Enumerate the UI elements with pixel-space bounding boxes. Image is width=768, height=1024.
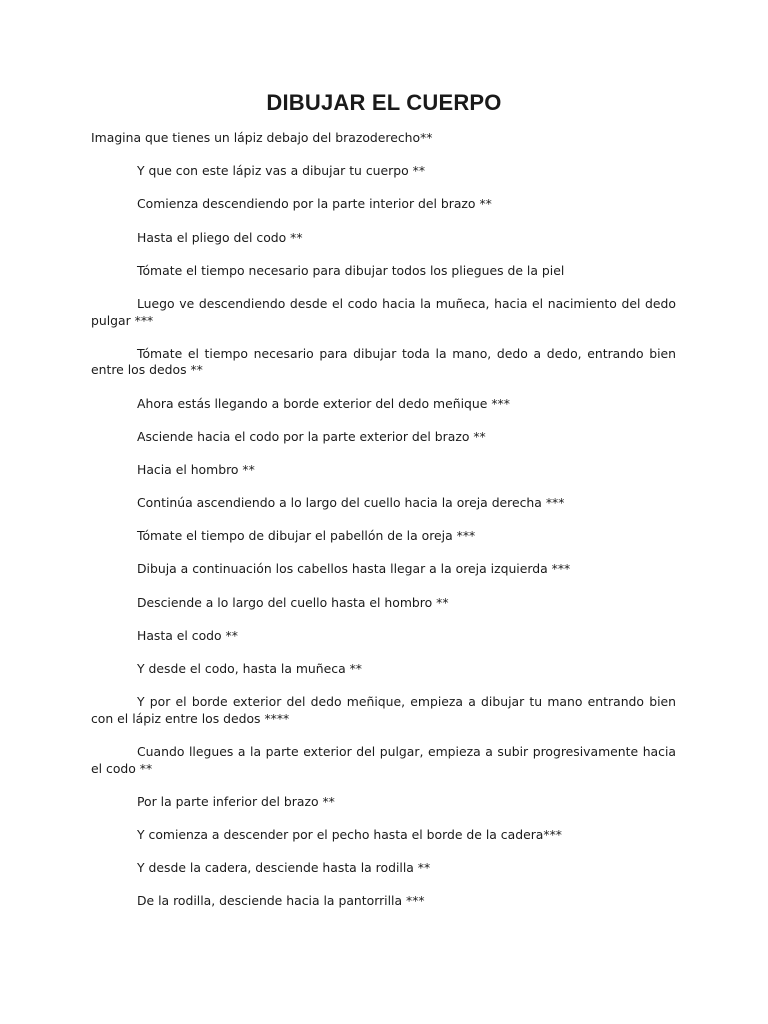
paragraph: Tómate el tiempo necesario para dibujar toda la mano, dedo a dedo, entrando bien entre los dedos ** bbox=[91, 345, 676, 378]
paragraph: Tómate el tiempo necesario para dibujar todos los pliegues de la piel bbox=[137, 262, 565, 278]
paragraph: Dibuja a continuación los cabellos hasta llegar a la oreja izquierda *** bbox=[137, 561, 571, 577]
paragraph: Ahora estás llegando a borde exterior del dedo meñique *** bbox=[137, 395, 510, 411]
paragraph: Y que con este lápiz vas a dibujar tu cuerpo ** bbox=[137, 163, 426, 179]
paragraph: Cuando llegues a la parte exterior del pulgar, empieza a subir progresivamente hacia el codo ** bbox=[91, 743, 676, 776]
paragraph: Asciende hacia el codo por la parte exterior del brazo ** bbox=[137, 428, 486, 444]
paragraph: De la rodilla, desciende hacia la pantorrilla *** bbox=[137, 893, 425, 909]
paragraph: Y desde el codo, hasta la muñeca ** bbox=[137, 661, 362, 676]
paragraph: Continúa ascendiendo a lo largo del cuello hacia la oreja derecha *** bbox=[137, 495, 565, 511]
paragraph: Hasta el codo ** bbox=[137, 627, 238, 643]
paragraph: Hasta el pliego del codo ** bbox=[137, 229, 303, 245]
paragraph: Imagina que tienes un lápiz debajo del brazoderecho** bbox=[91, 130, 433, 145]
paragraph: Desciende a lo largo del cuello hasta el hombro ** bbox=[137, 594, 449, 610]
document-body bbox=[91, 130, 676, 927]
paragraph: Por la parte inferior del brazo ** bbox=[137, 793, 335, 809]
paragraph: Luego ve descendiendo desde el codo hacia la muñeca, hacia el nacimiento del dedo pulgar *** bbox=[91, 295, 676, 328]
paragraph: Y comienza a descender por el pecho hasta el borde de la cadera*** bbox=[137, 826, 562, 842]
paragraph: Y desde la cadera, desciende hasta la rodilla ** bbox=[137, 860, 431, 876]
paragraph: Hacia el hombro ** bbox=[137, 461, 255, 477]
paragraph: Comienza descendiendo por la parte interior del brazo ** bbox=[137, 196, 492, 212]
paragraph: Tómate el tiempo de dibujar el pabellón de la oreja *** bbox=[137, 528, 476, 544]
document-title: DIBUJAR EL CUERPO bbox=[266, 90, 502, 115]
paragraph: Y por el borde exterior del dedo meñique, empieza a dibujar tu mano entrando bien con el lápiz entre los dedos **** bbox=[91, 694, 676, 726]
